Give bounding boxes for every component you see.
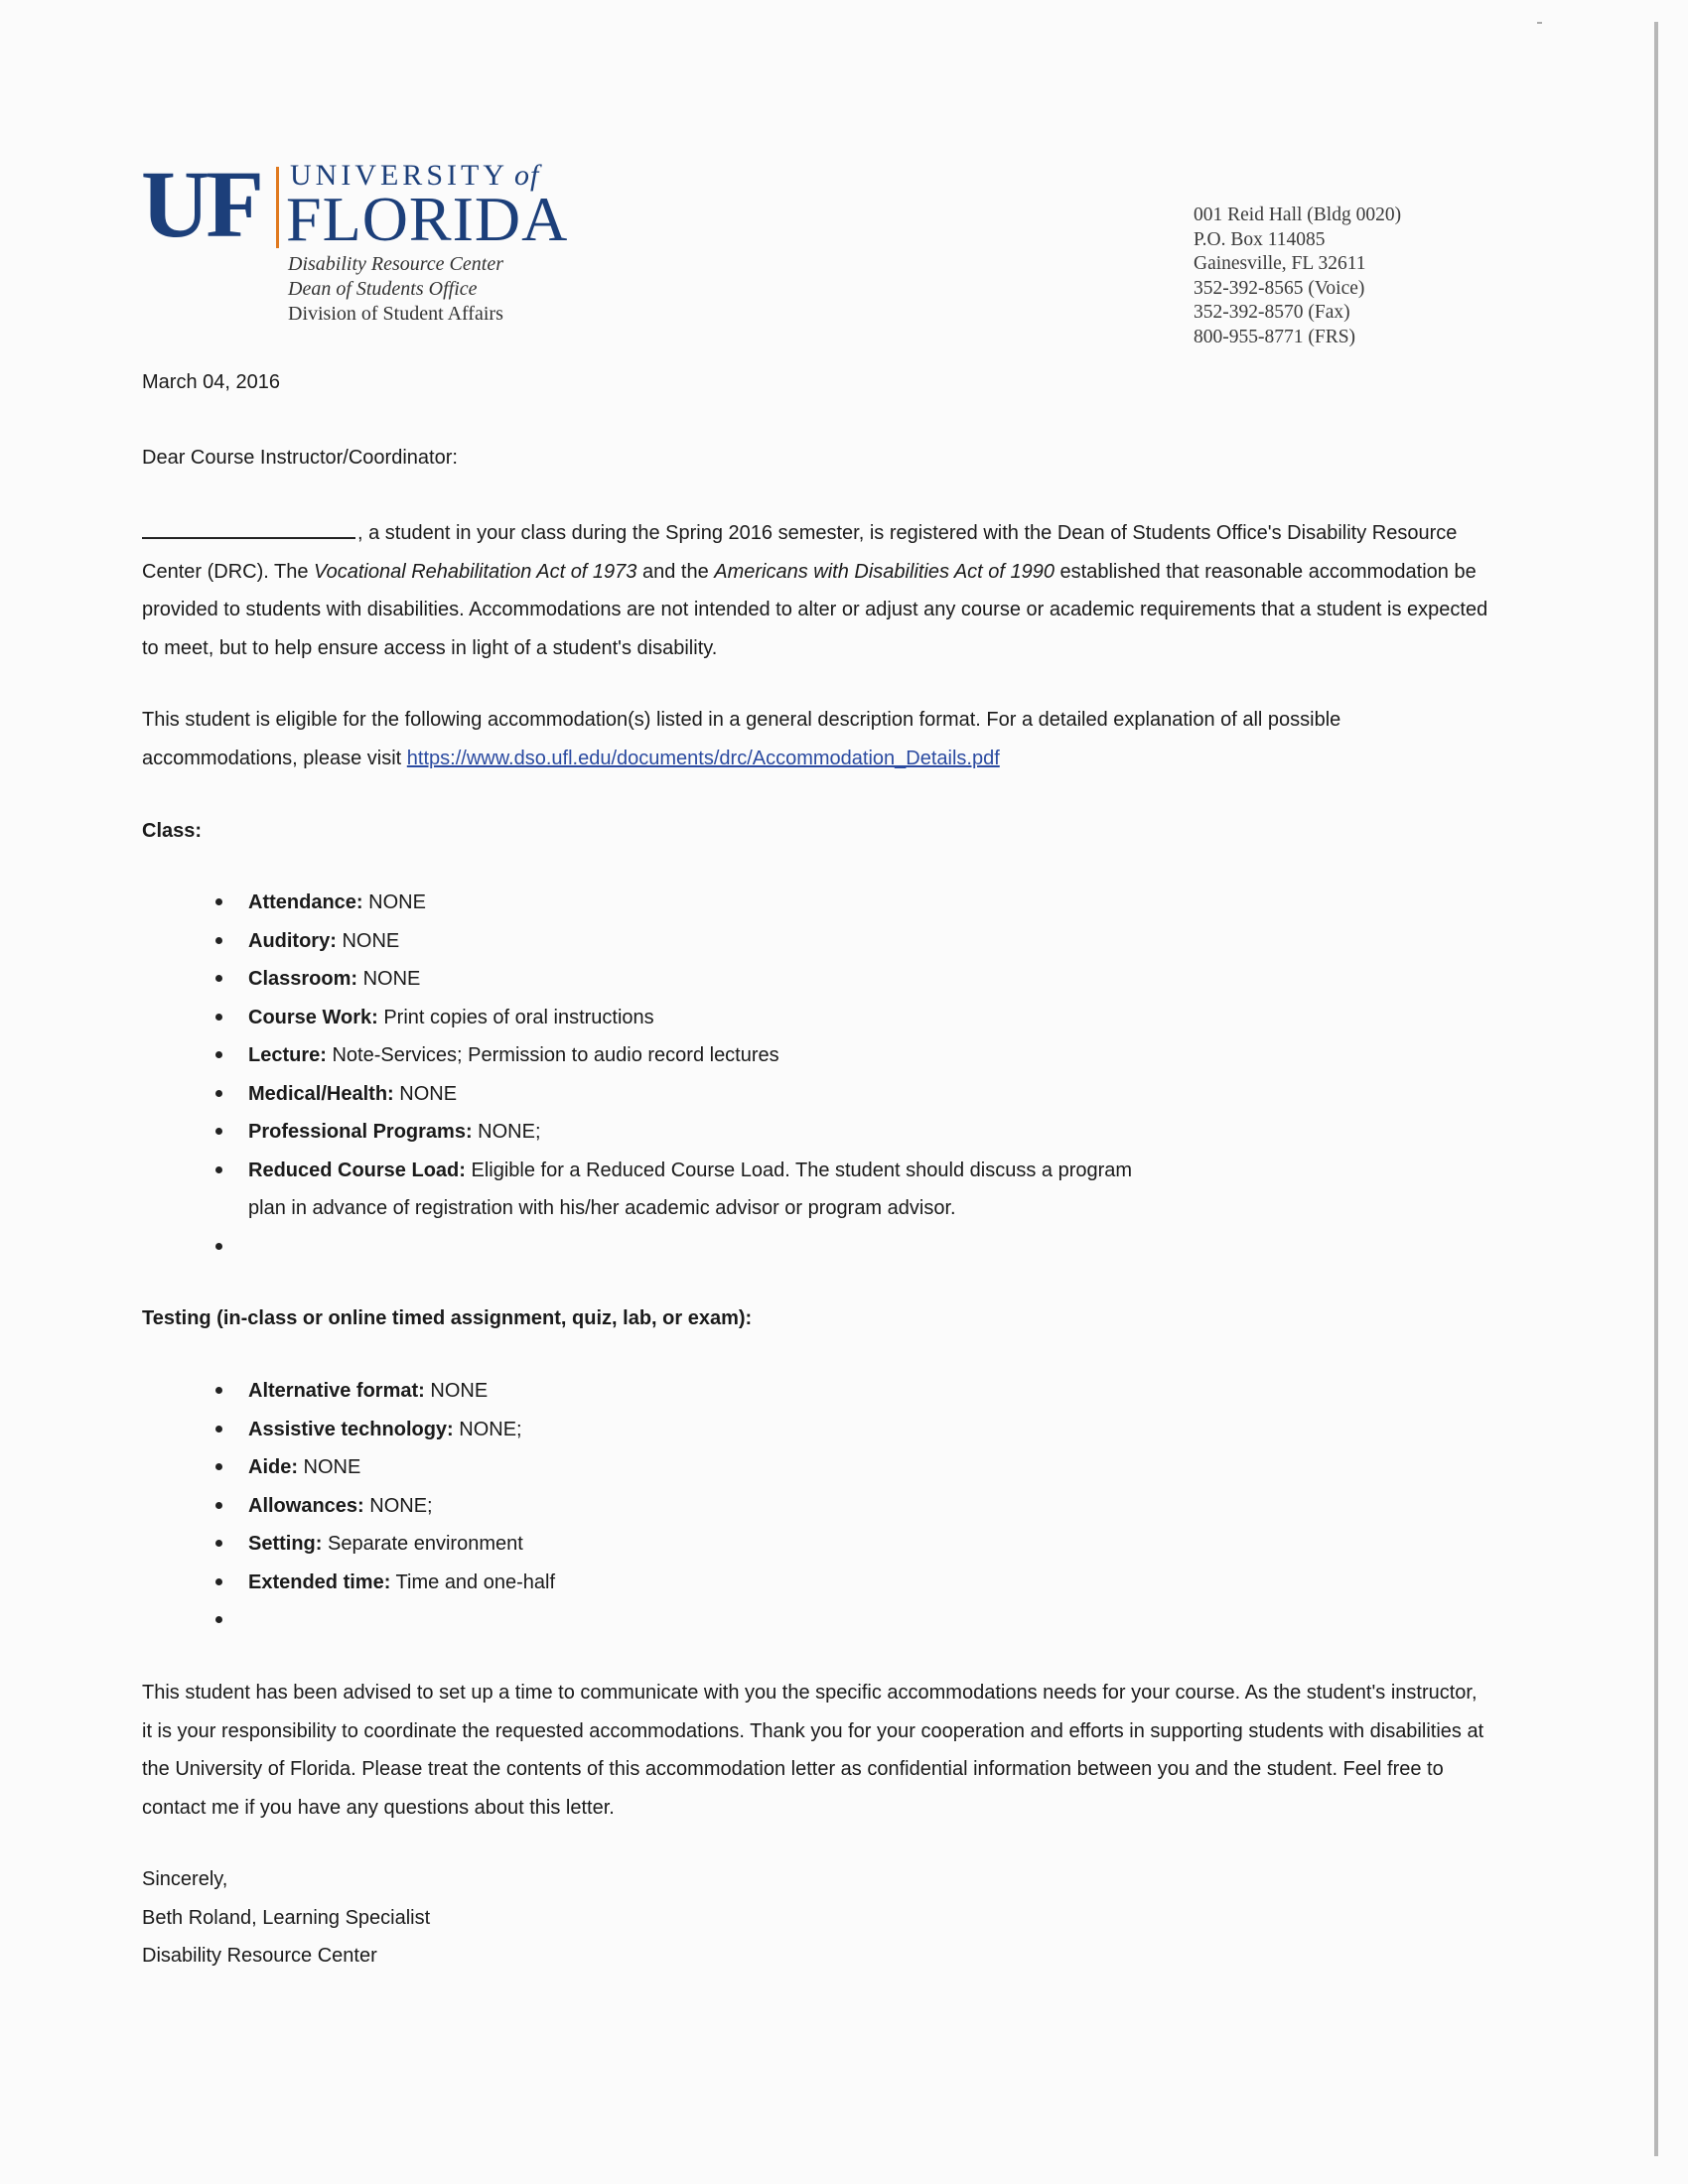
- address-line: 001 Reid Hall (Bldg 0020): [1194, 205, 1402, 225]
- list-item: Setting: Separate environment: [209, 1525, 1499, 1564]
- department-line: Dean of Students Office: [288, 278, 478, 300]
- address-block: [1194, 204, 1401, 349]
- signer-organization: Disability Resource Center: [142, 1945, 377, 1967]
- class-accommodations-list: [209, 884, 1499, 1266]
- department-line: Division of Student Affairs: [288, 303, 503, 325]
- department-block: [288, 252, 503, 327]
- logo-mark: UF: [141, 151, 260, 257]
- list-item: Auditory: NONE: [209, 922, 1499, 961]
- address-line: 800-955-8771 (FRS): [1194, 326, 1356, 347]
- testing-accommodations-list: [209, 1372, 1499, 1640]
- uf-logo: [141, 151, 608, 326]
- signer-name: Beth Roland, Learning Specialist: [142, 1906, 431, 1929]
- list-item: Assistive technology: NONE;: [209, 1411, 1499, 1449]
- class-heading: Class:: [142, 820, 203, 842]
- testing-heading: Testing (in-class or online timed assignment, quiz, lab, or exam):: [142, 1307, 753, 1329]
- list-item: Reduced Course Load: Eligible for a Reduced Course Load. The student should discuss a program plan in advance of registration with his/her academic advisor or program advisor.: [209, 1152, 1499, 1228]
- list-item: Medical/Health: NONE: [209, 1075, 1499, 1114]
- letter-date: March 04, 2016: [142, 371, 280, 393]
- list-item: Lecture: Note-Services; Permission to audio record lectures: [209, 1036, 1499, 1075]
- intro-paragraph: , a student in your class during the Spring 2016 semester, is registered with the Dean of Students Office's Disability Resource Center (DRC). The Vocational Rehabilitation Act of 1973 and the Americans with Disabilities Act of 1990 established that reasonable accommodation be provided to students with disabilities. Accommodations are not intended to alter or adjust any course or academic requirements that a student is expected to meet, but to help ensure access in light of a student's disability.: [142, 514, 1492, 667]
- logo-divider: [276, 167, 279, 248]
- list-item: Aide: NONE: [209, 1448, 1499, 1487]
- scan-edge: [1654, 22, 1658, 2156]
- list-item: Professional Programs: NONE;: [209, 1113, 1499, 1152]
- empty-list-item: [209, 1228, 1499, 1267]
- scan-speck: [1537, 22, 1542, 24]
- closing-word: Sincerely,: [142, 1868, 228, 1890]
- eligibility-paragraph: This student is eligible for the following accommodation(s) listed in a general description format. For a detailed explanation of all possible accommodations, please visit https://www.dso.ufl.edu/documents/drc/Accommodation_Details.pdf: [142, 709, 1341, 769]
- address-line: P.O. Box 114085: [1194, 228, 1326, 250]
- list-item: Attendance: NONE: [209, 884, 1499, 922]
- signature-block: [142, 1860, 1492, 1976]
- address-line: Gainesville, FL 32611: [1194, 253, 1366, 274]
- student-name-blank: [142, 515, 355, 539]
- act-name: Vocational Rehabilitation Act of 1973: [314, 560, 637, 583]
- logo-florida: FLORIDA: [286, 184, 569, 254]
- list-item: Extended time: Time and one-half: [209, 1564, 1499, 1602]
- list-item: Alternative format: NONE: [209, 1372, 1499, 1411]
- list-item: Classroom: NONE: [209, 960, 1499, 999]
- logo-university: UNIVERSITY of: [290, 159, 540, 192]
- empty-list-item: [209, 1601, 1499, 1640]
- address-line: 352-392-8570 (Fax): [1194, 302, 1350, 323]
- department-line: Disability Resource Center: [288, 253, 503, 275]
- list-item: Course Work: Print copies of oral instructions: [209, 999, 1499, 1037]
- act-name: Americans with Disabilities Act of 1990: [714, 560, 1055, 583]
- accommodation-details-link[interactable]: https://www.dso.ufl.edu/documents/drc/Accommodation_Details.pdf: [406, 747, 1000, 769]
- closing-paragraph: This student has been advised to set up a time to communicate with you the specific accommodations needs for your course. As the student's instructor, it is your responsibility to coordinate the requested accommodations. Thank you for your cooperation and efforts in supporting students with disabilities at the University of Florida. Please treat the contents of this accommodation letter as confidential information between you and the student. Feel free to contact me if you have any questions about this letter.: [142, 1682, 1484, 1819]
- salutation: Dear Course Instructor/Coordinator:: [142, 447, 458, 469]
- list-item: Allowances: NONE;: [209, 1487, 1499, 1526]
- address-line: 352-392-8565 (Voice): [1194, 277, 1365, 299]
